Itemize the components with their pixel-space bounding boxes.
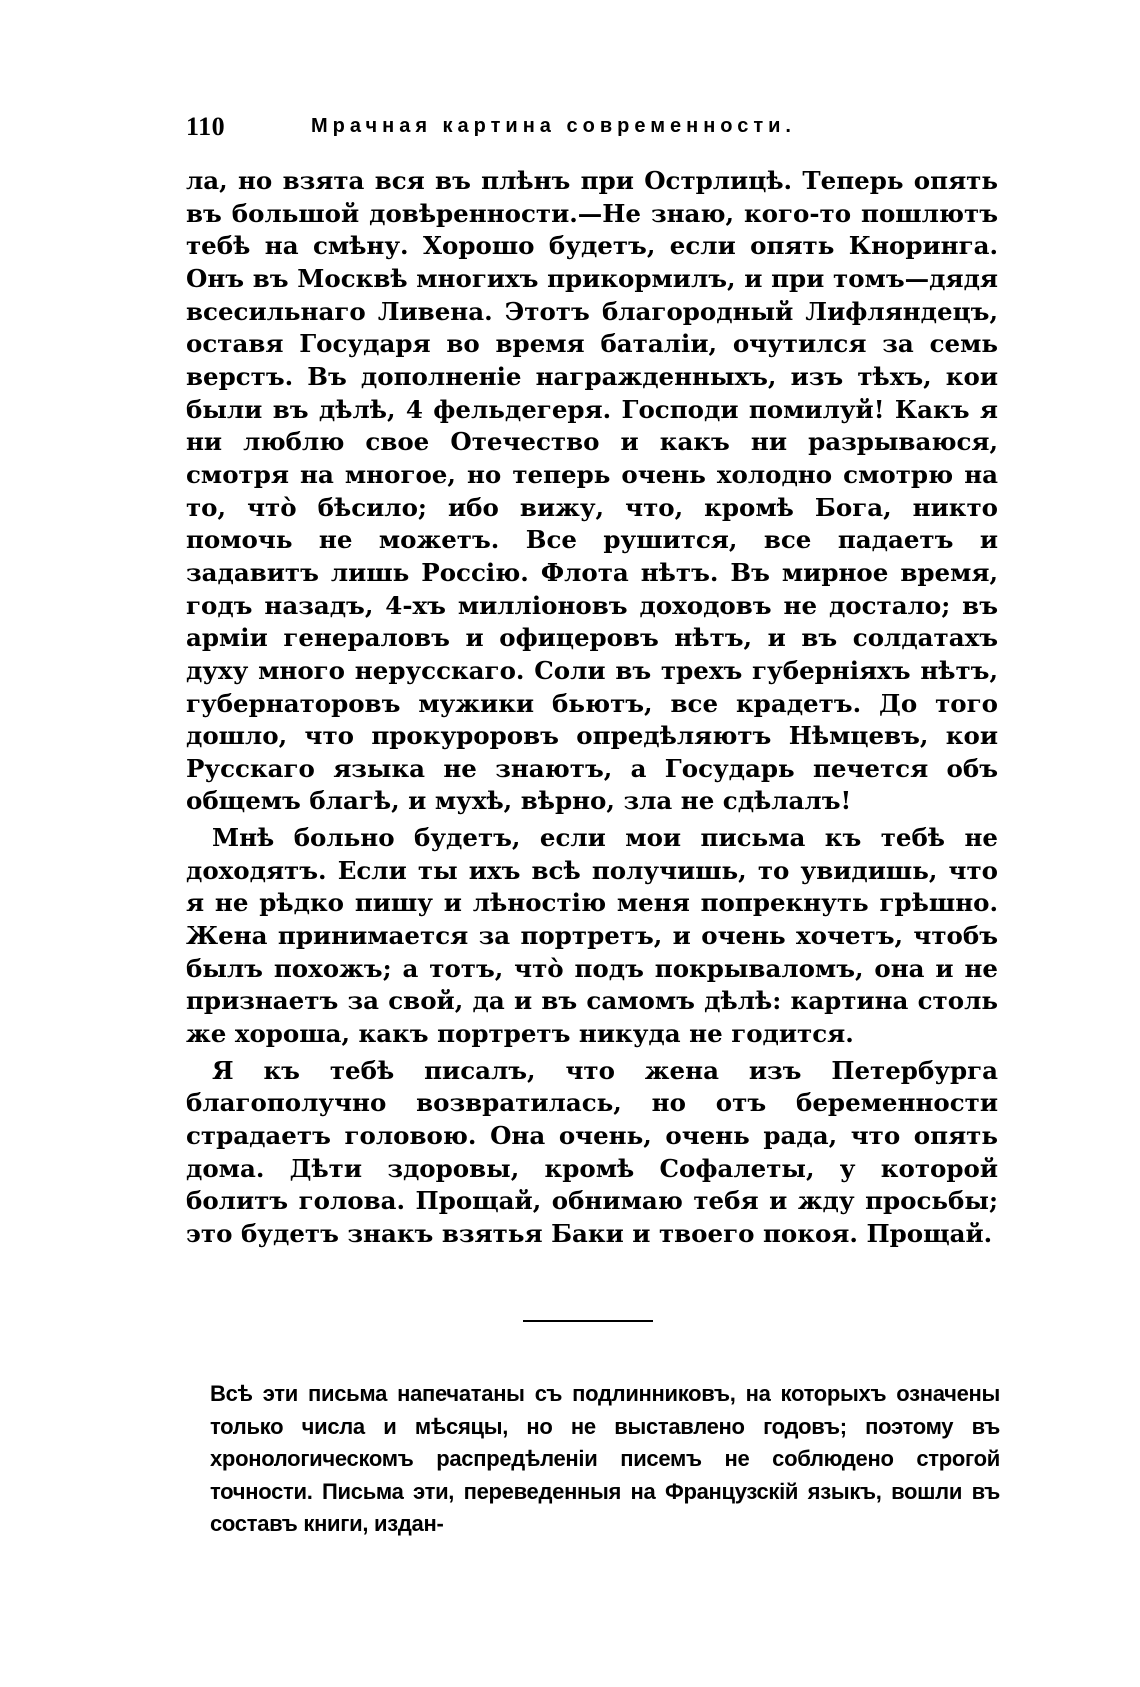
page-number: 110 xyxy=(186,112,226,141)
footnote xyxy=(210,1378,1000,1541)
paragraph-continuation: ла, но взята вся въ плѣнъ при Острлицѣ. Теперь опять въ большой довѣренности.—Не знаю, кого-то пошлютъ тебѣ на смѣну. Хорошо будетъ, если опять Кноринга. Онъ въ Москвѣ многихъ прикормилъ, и при томъ—дядя всесильнаго Ливена. Этотъ благородный Лифляндецъ, оставя Государя во время баталіи, очутился за семь верстъ. Въ дополненіе награжденныхъ, изъ тѣхъ, кои были въ дѣлѣ, 4 фельдегеря. Господи помилуй! Какъ я ни люблю свое Отечество и какъ ни разрываюся, смотря на многое, но теперь очень холодно смотрю на то, что̀ бѣсило; ибо вижу, что, кромѣ Бога, никто помочь не можетъ. Все рушится, все падаетъ и задавитъ лишь Россію. Флота нѣтъ. Въ мирное время, годъ назадъ, 4-хъ милліоновъ доходовъ не достало; въ арміи генераловъ и офицеровъ нѣтъ, и въ солдатахъ духу много нерусскаго. Соли въ трехъ губерніяхъ нѣтъ, губернаторовъ мужики бьютъ, все крадетъ. До того дошло, что прокуроровъ опредѣляютъ Нѣмцевъ, кои Русскаго языка не знаютъ, а Государь печется объ общемъ благѣ, и мухѣ, вѣрно, зла не сдѣлалъ! xyxy=(186,166,998,816)
footnote-text: Всѣ эти письма напечатаны съ подлинниковъ, на которыхъ означены только числа и мѣсяцы, но не выставлено годовъ; поэтому въ хронологическомъ распредѣленіи писемъ не соблюдено строгой точности. Письма эти, переведенныя на Французскій языкъ, вошли въ составъ книги, издан- xyxy=(210,1381,1000,1537)
running-head xyxy=(186,112,1006,148)
main-text xyxy=(186,165,998,1255)
paragraph: Я къ тебѣ писалъ, что жена изъ Петербурга благополучно возвратилась, но отъ беременности страдаетъ головою. Она очень, очень рада, что опять дома. Дѣти здоровы, кромѣ Софалеты, у которой болитъ голова. Прощай, обнимаю тебя и жду просьбы; это будетъ знакъ взятья Баки и твоего покоя. Прощай. xyxy=(186,1055,998,1248)
running-title: Мрачная картина современности. xyxy=(311,115,796,137)
paragraph: Мнѣ больно будетъ, если мои письма къ тебѣ не доходятъ. Если ты ихъ всѣ получишь, то увидишь, что я не рѣдко пишу и лѣностію меня попрекнуть грѣшно. Жена принимается за портретъ, и очень хочетъ, чтобъ былъ похожъ; а тотъ, что̀ подъ покрываломъ, она и не признаетъ за свой, да и въ самомъ дѣлѣ: картина столь же хороша, какъ портретъ никуда не годится. xyxy=(186,823,998,1049)
section-separator-rule xyxy=(523,1320,653,1322)
